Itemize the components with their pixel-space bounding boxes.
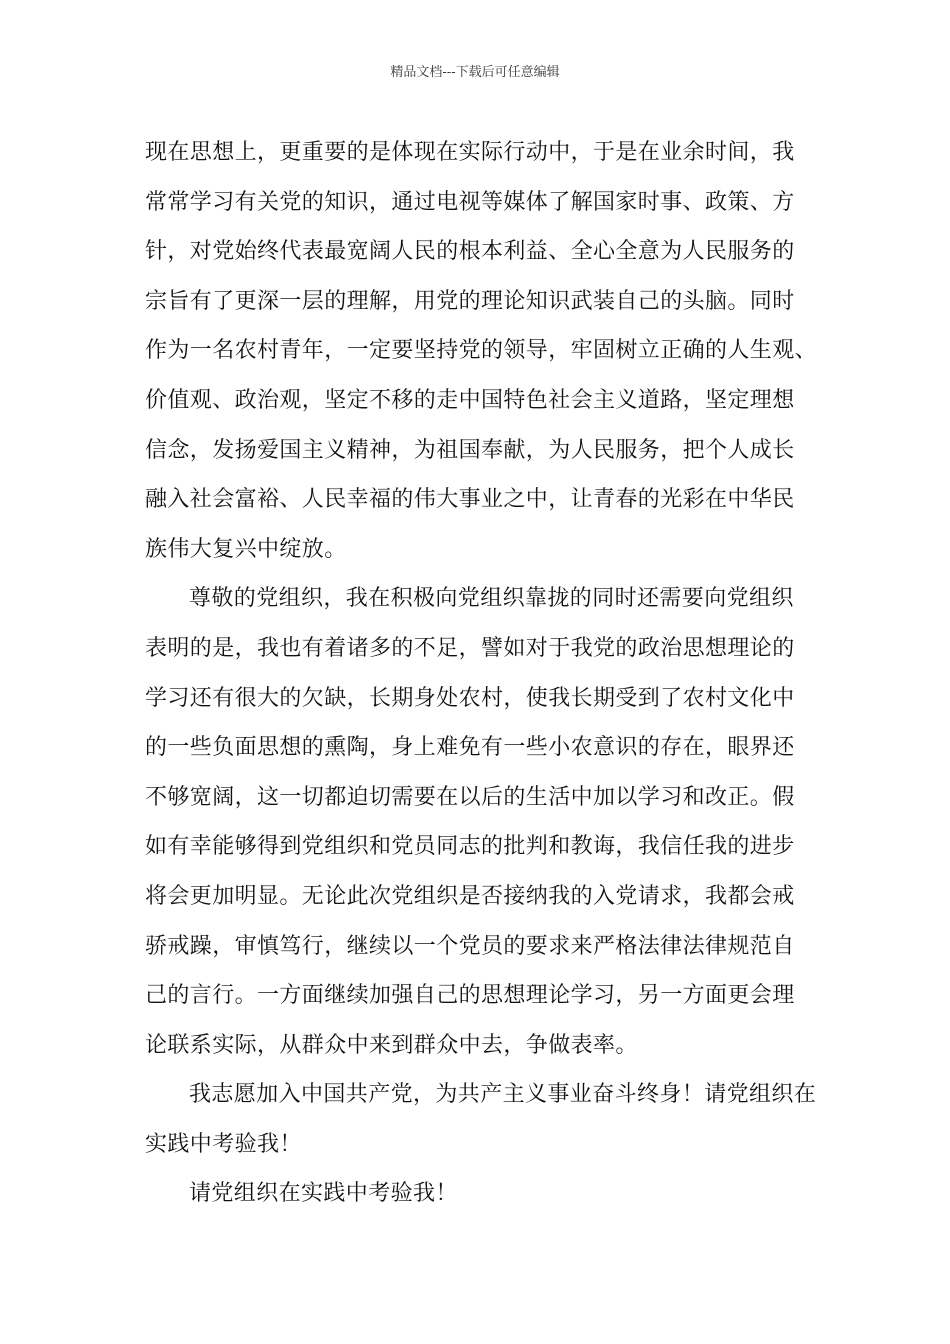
- text-line: 常常学习有关党的知识，通过电视等媒体了解国家时事、政策、方: [145, 189, 795, 215]
- text-line: 作为一名农村青年，一定要坚持党的领导，牢固树立正确的人生观、: [145, 338, 818, 364]
- text-line: 价值观、政治观，坚定不移的走中国特色社会主义道路，坚定理想: [145, 387, 795, 413]
- text-line: 融入社会富裕、人民幸福的伟大事业之中，让青春的光彩在中华民: [145, 487, 795, 513]
- text-line: 请党组织在实践中考验我！: [189, 1181, 458, 1207]
- text-line: 表明的是，我也有着诸多的不足，譬如对于我党的政治思想理论的: [145, 635, 795, 661]
- text-line: 己的言行。一方面继续加强自己的思想理论学习，另一方面更会理: [145, 983, 795, 1009]
- paragraph: [145, 574, 809, 1070]
- document-body: [145, 128, 818, 1219]
- text-line: 实践中考验我！: [145, 1131, 302, 1157]
- text-line: 的一些负面思想的熏陶，身上难免有一些小农意识的存在，眼界还: [145, 735, 795, 761]
- paragraph: [145, 1169, 809, 1219]
- text-line: 宗旨有了更深一层的理解，用党的理论知识武装自己的头脑。同时: [145, 288, 795, 314]
- text-line: 信念，发扬爱国主义精神，为祖国奉献，为人民服务，把个人成长: [145, 437, 795, 463]
- page-header: 精品文档---下载后可任意编辑: [390, 65, 560, 80]
- text-line: 针，对党始终代表最宽阔人民的根本利益、全心全意为人民服务的: [145, 239, 795, 265]
- paragraph: [145, 128, 818, 574]
- text-line: 我志愿加入中国共产党，为共产主义事业奋斗终身！请党组织在: [189, 1082, 817, 1108]
- text-line: 现在思想上，更重要的是体现在实际行动中，于是在业余时间，我: [145, 140, 795, 165]
- text-line: 学习还有很大的欠缺，长期身处农村，使我长期受到了农村文化中: [145, 685, 795, 711]
- text-line: 不够宽阔，这一切都迫切需要在以后的生活中加以学习和改正。假: [145, 784, 795, 810]
- text-line: 骄戒躁，审慎笃行，继续以一个党员的要求来严格法律法律规范自: [145, 933, 795, 959]
- text-line: 尊敬的党组织，我在积极向党组织靠拢的同时还需要向党组织: [189, 586, 794, 612]
- text-line: 论联系实际，从群众中来到群众中去，争做表率。: [145, 1032, 638, 1058]
- text-line: 如有幸能够得到党组织和党员同志的批判和教诲，我信任我的进步: [145, 834, 795, 860]
- text-line: 族伟大复兴中绽放。: [145, 536, 347, 562]
- text-line: 将会更加明显。无论此次党组织是否接纳我的入党请求，我都会戒: [145, 883, 795, 909]
- paragraph: [145, 1070, 817, 1169]
